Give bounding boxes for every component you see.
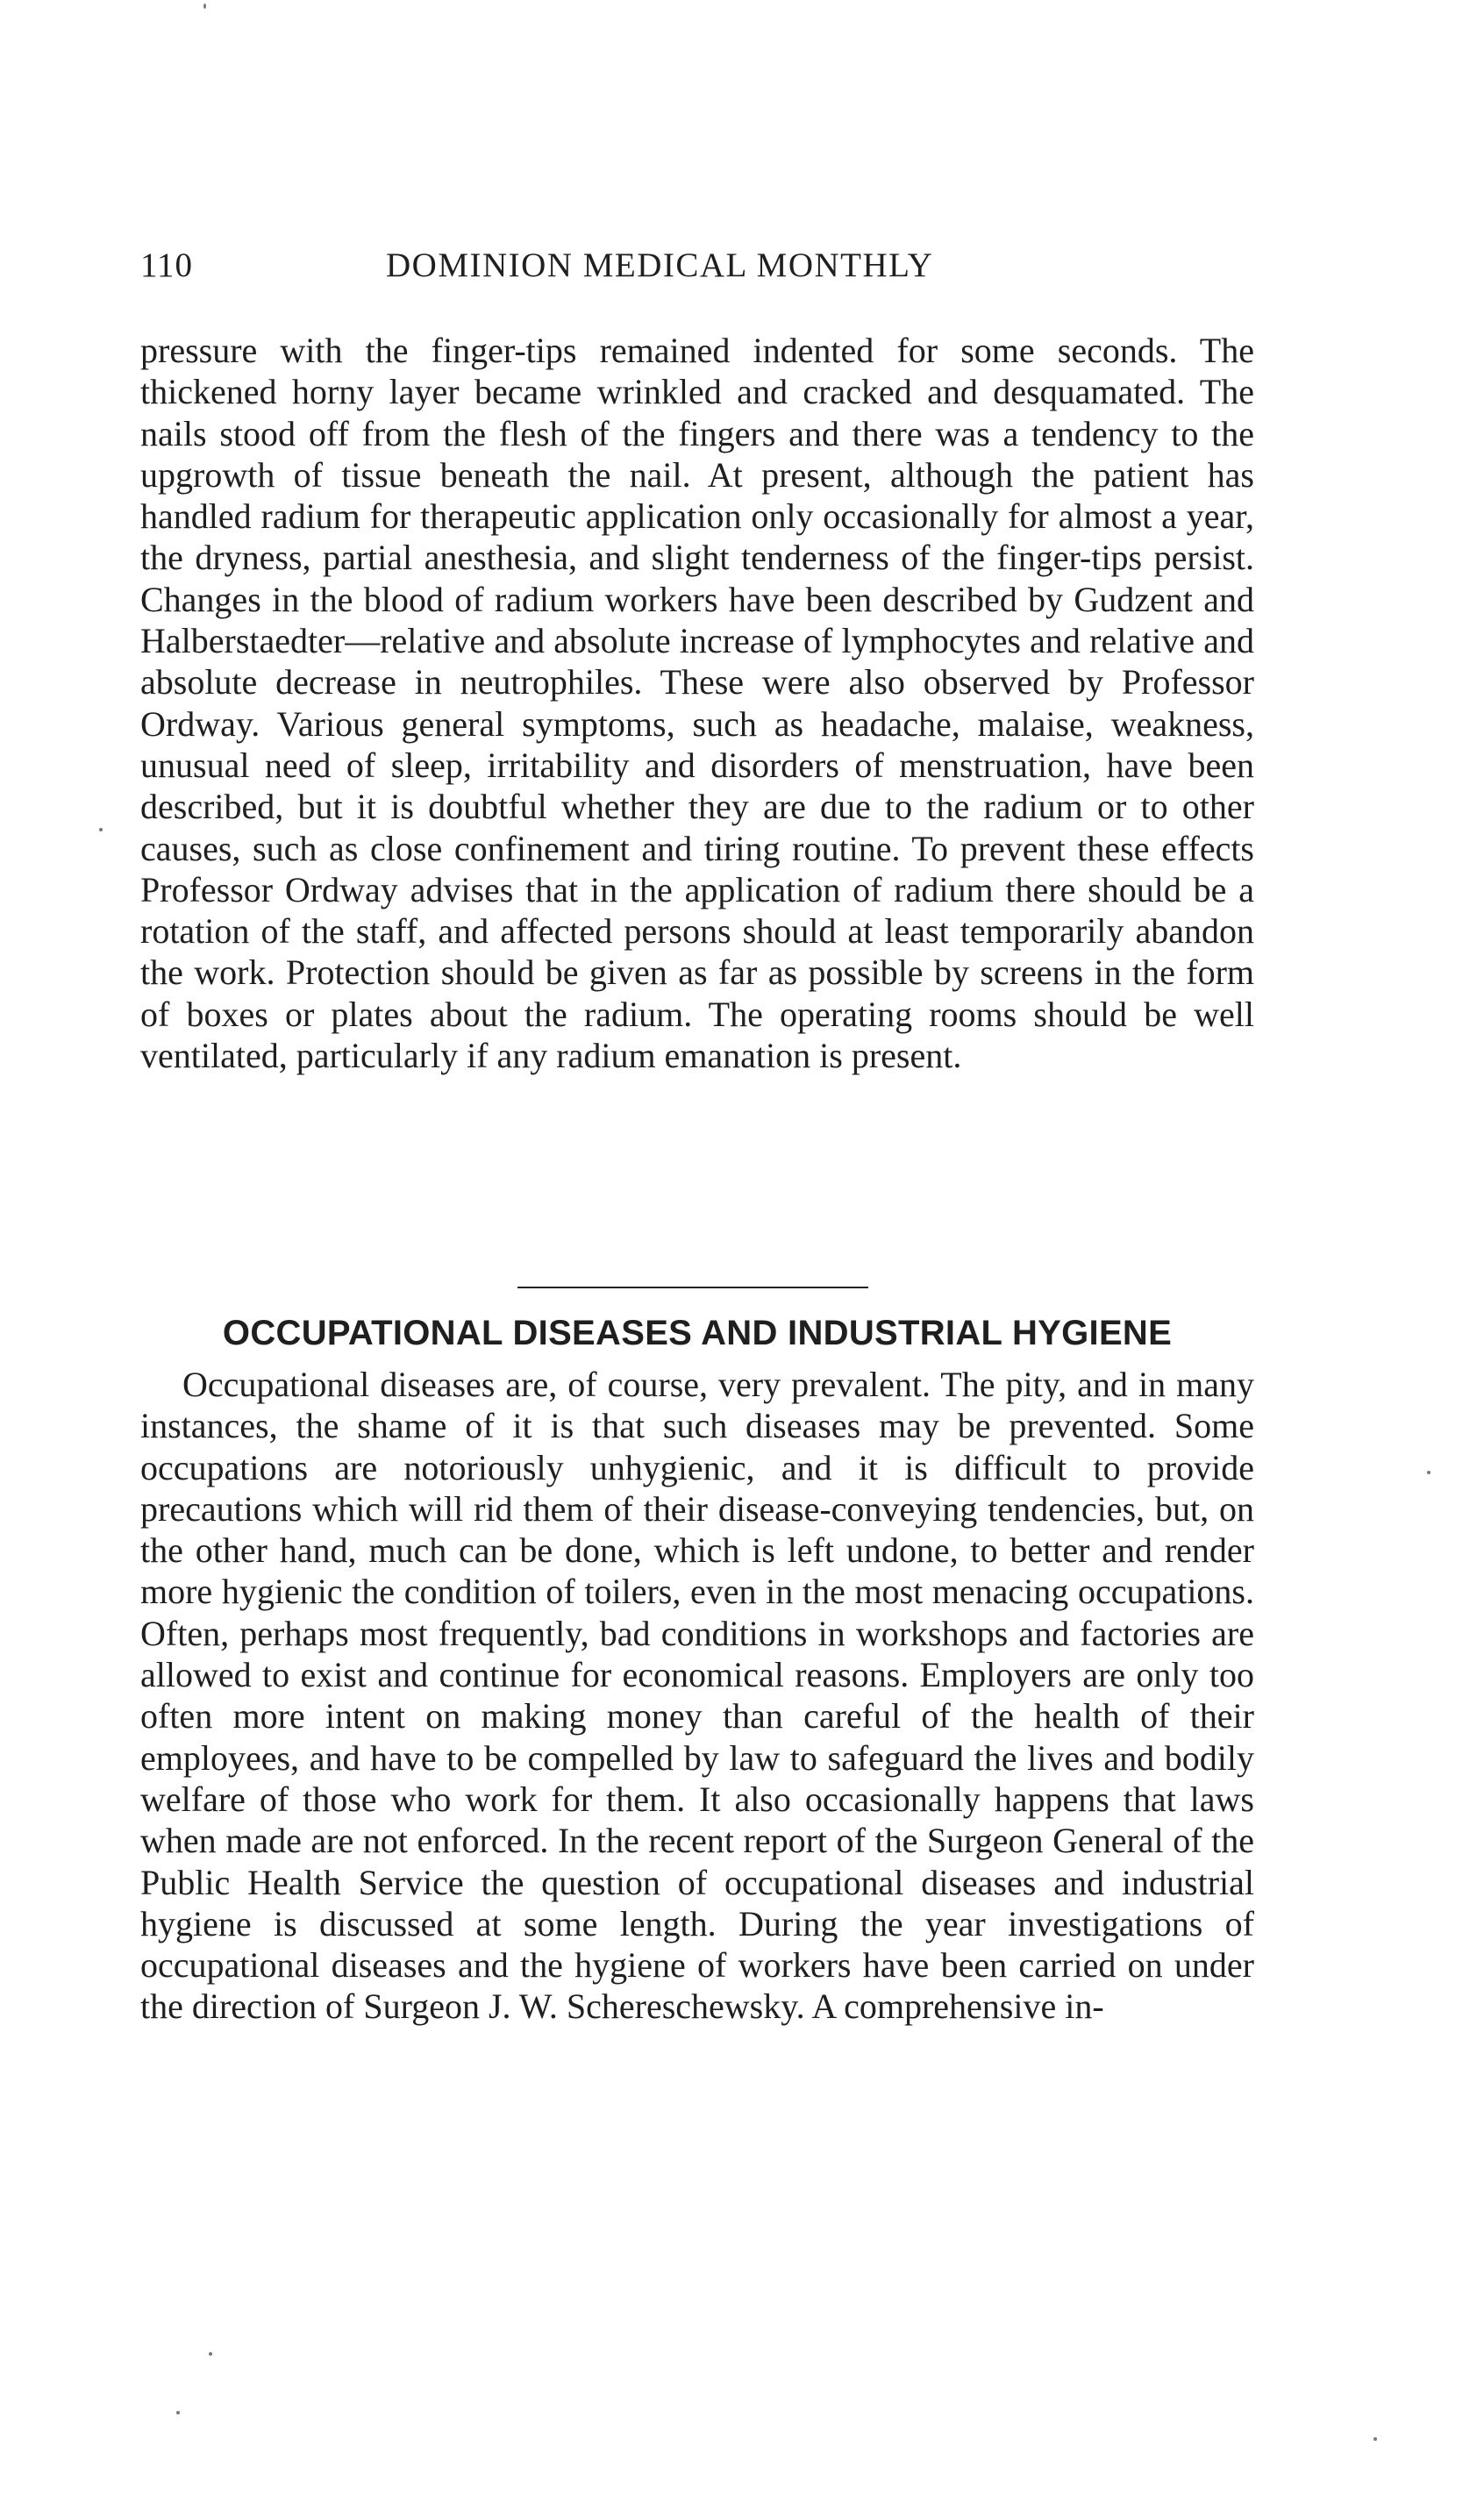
print-speck [99, 828, 103, 831]
print-speck [176, 2411, 180, 2414]
print-speck [209, 2352, 212, 2356]
section-heading: OCCUPATIONAL DISEASES AND INDUSTRIAL HYGIENE [222, 1314, 1173, 1352]
page-header [140, 244, 1026, 288]
print-speck [1373, 2437, 1377, 2441]
print-speck [1427, 1471, 1430, 1474]
section-divider [517, 1287, 868, 1288]
body-paragraph: Occupational diseases are, of course, very prevalent. The pity, and in many instances, the shame of it is that such diseases may be prevented. Some occupations are notoriously unhygienic, and it is difficult to provide precautions which will rid them of their disease-conveying tendencies, but, on the other hand, much can be done, which is left undone, to better and render more hygienic the condition of toilers, even in the most menacing occupations. Often, perhaps most frequently, bad conditions in workshops and factories are allowed to exist and continue for economical reasons. Employers are only too often more intent on making money than careful of the health of their employees, and have to be compelled by law to safeguard the lives and bodily welfare of those who work for them. It also occasionally happens that laws when made are not enforced. In the recent report of the Surgeon General of the Public Health Service the question of occupational diseases and industrial hygiene is discussed at some length. During the year investigations of occupational diseases and the hygiene of workers have been carried on under the direction of Surgeon J. W. Schereschewsky. A comprehensive in- [140, 1365, 1254, 2027]
page-number: 110 [140, 246, 194, 284]
print-speck [203, 4, 206, 9]
occupational-diseases-section [140, 1364, 1254, 2028]
running-title: DOMINION MEDICAL MONTHLY [386, 246, 934, 284]
radium-section [140, 330, 1254, 1076]
body-paragraph: pressure with the finger-tips remained indented for some seconds. The thickened horny layer became wrinkled and cracked and desquamated. The nails stood off from the flesh of the fingers and there was a tendency to the upgrowth of tissue beneath the nail. At present, although the patient has handled radium for therapeutic application only occasionally for almost a year, the dryness, partial anesthesia, and slight tenderness of the finger-tips persist. Changes in the blood of radium workers have been described by Gudzent and Halberstaedter—relative and absolute increase of lymphocytes and relative and absolute decrease in neutrophiles. These were also observed by Professor Ordway. Various general symptoms, such as headache, malaise, weakness, unusual need of sleep, irritability and disorders of menstruation, have been described, but it is doubtful whether they are due to the radium or to other causes, such as close confinement and tiring routine. To prevent these effects Professor Ordway advises that in the application of radium there should be a rotation of the staff, and affected persons should at least temporarily abandon the work. Protection should be given as far as possible by screens in the form of boxes or plates about the radium. The operating rooms should be well ventilated, particularly if any radium emanation is present. [140, 331, 1254, 1076]
